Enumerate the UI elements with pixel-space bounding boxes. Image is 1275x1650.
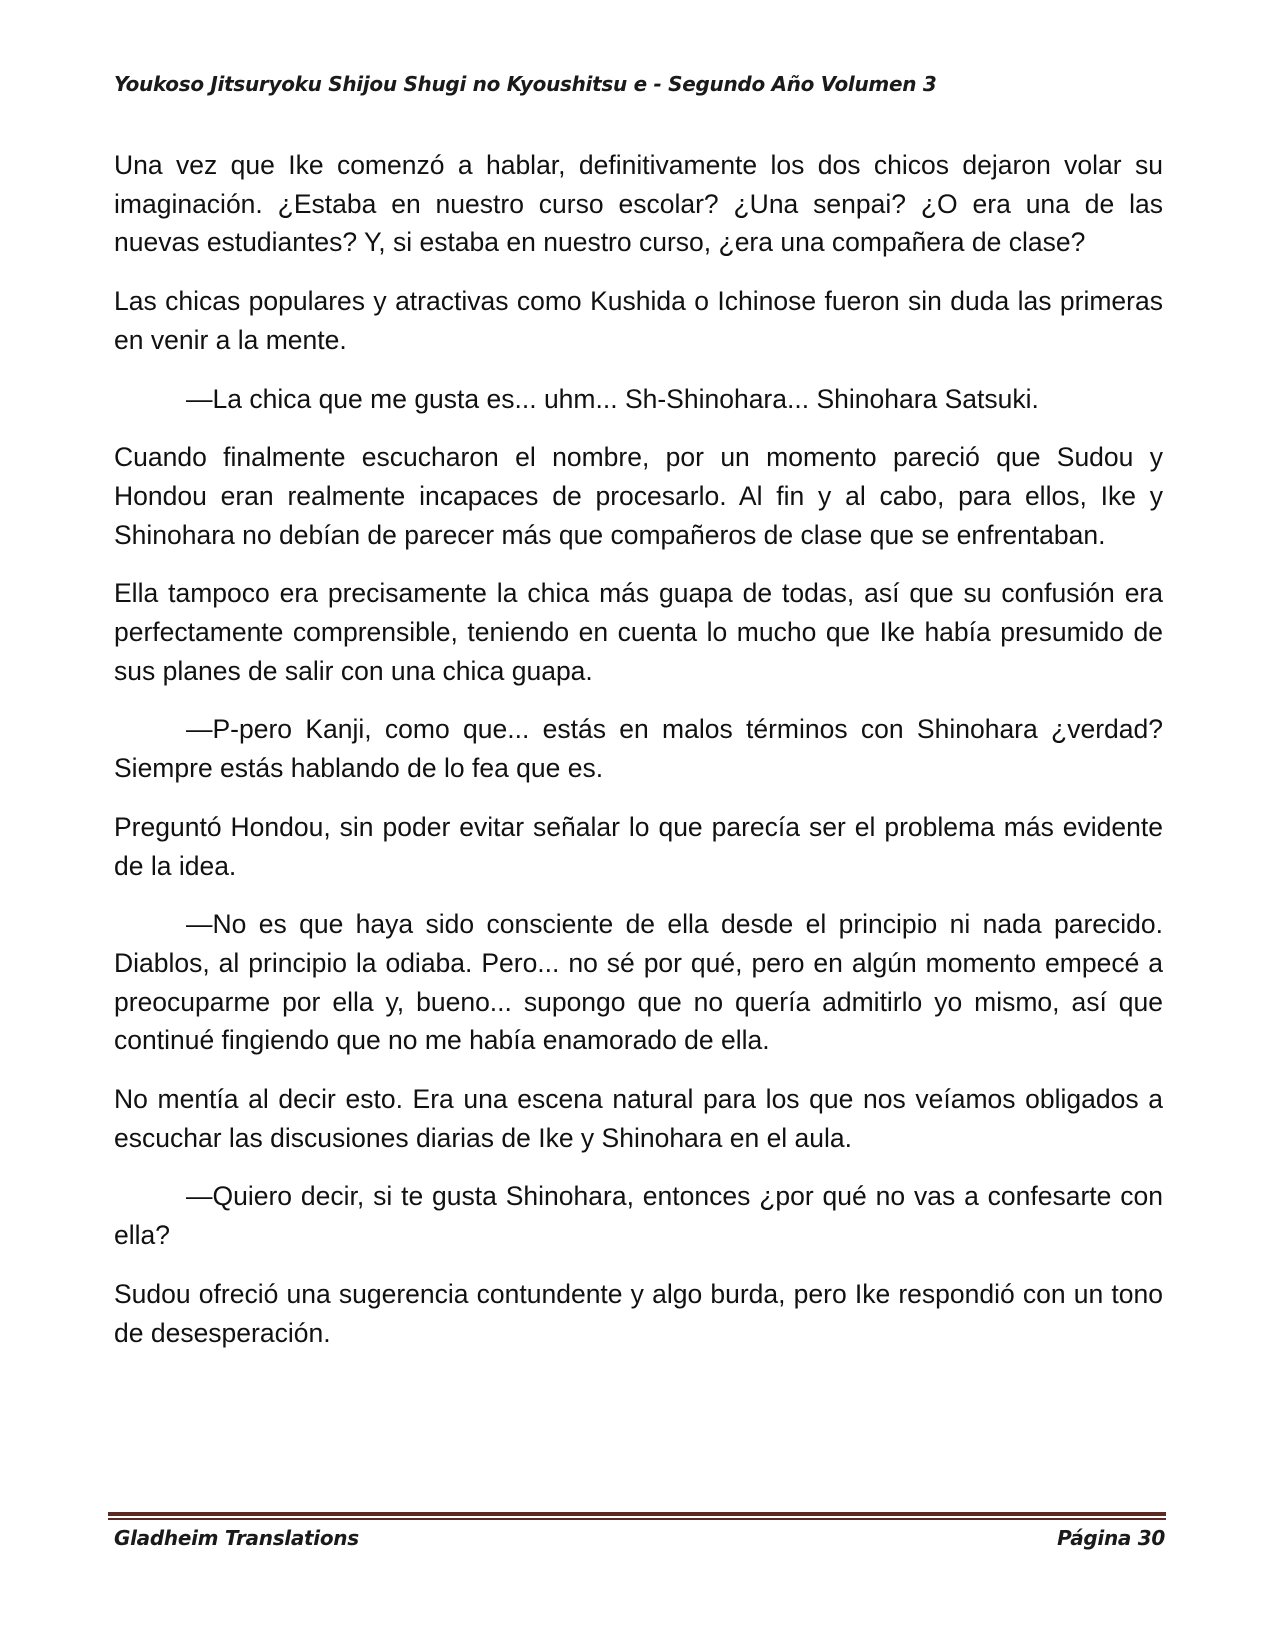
paragraph: Las chicas populares y atractivas como Kushida o Ichinose fueron sin duda las primeras en venir a la mente. (114, 286, 1163, 355)
page-number: Página 30 (1057, 1526, 1165, 1550)
dialogue-paragraph: —No es que haya sido consciente de ella desde el principio ni nada parecido. Diablos, al principio la odiaba. Pero... no sé por qué, pero en algún momento empecé a preocuparme por ella y, bueno... supongo que no quería admitirlo yo mismo, así que continué fingiendo que no me había enamorado de ella. (114, 909, 1163, 1056)
footer-divider (108, 1512, 1166, 1521)
paragraph: Preguntó Hondou, sin poder evitar señalar lo que parecía ser el problema más evidente de la idea. (114, 811, 1163, 881)
dialogue-paragraph: —Quiero decir, si te gusta Shinohara, entonces ¿por qué no vas a confesarte con ella? (114, 1181, 1163, 1251)
paragraph: No mentía al decir esto. Era una escena natural para los que nos veíamos obligados a escuchar las discusiones diarias de Ike y Shinohara en el aula. (114, 1084, 1163, 1153)
body-text (114, 146, 1163, 1372)
running-header: Youkoso Jitsuryoku Shijou Shugi no Kyoushitsu e - Segundo Año Volumen 3 (114, 72, 937, 96)
paragraph: Una vez que Ike comenzó a hablar, definitivamente los dos chicos dejaron volar su imaginación. ¿Estaba en nuestro curso escolar? ¿Una senpai? ¿O era una de las nuevas estudiantes? Y, si estaba en nuestro curso, ¿era una compañera de clase? (114, 150, 1163, 258)
paragraph: Cuando finalmente escucharon el nombre, por un momento pareció que Sudou y Hondou eran realmente incapaces de procesarlo. Al fin y al cabo, para ellos, Ike y Shinohara no debían de parecer más que compañeros de clase que se enfrentaban. (114, 442, 1163, 550)
footer-divider-thick (108, 1512, 1166, 1516)
footer-divider-thin (108, 1518, 1166, 1520)
paragraph: Sudou ofreció una sugerencia contundente y algo burda, pero Ike respondió con un tono de desesperación. (114, 1278, 1163, 1348)
footer-credit: Gladheim Translations (114, 1526, 359, 1550)
paragraph: Ella tampoco era precisamente la chica más guapa de todas, así que su confusión era perfectamente comprensible, teniendo en cuenta lo mucho que Ike había presumido de sus planes de salir con una chica guapa. (114, 578, 1163, 686)
dialogue-paragraph: —La chica que me gusta es... uhm... Sh-Shinohara... Shinohara Satsuki. (186, 383, 1039, 414)
dialogue-paragraph: —P-pero Kanji, como que... estás en malos términos con Shinohara ¿verdad? Siempre estás hablando de lo fea que es. (114, 714, 1163, 784)
